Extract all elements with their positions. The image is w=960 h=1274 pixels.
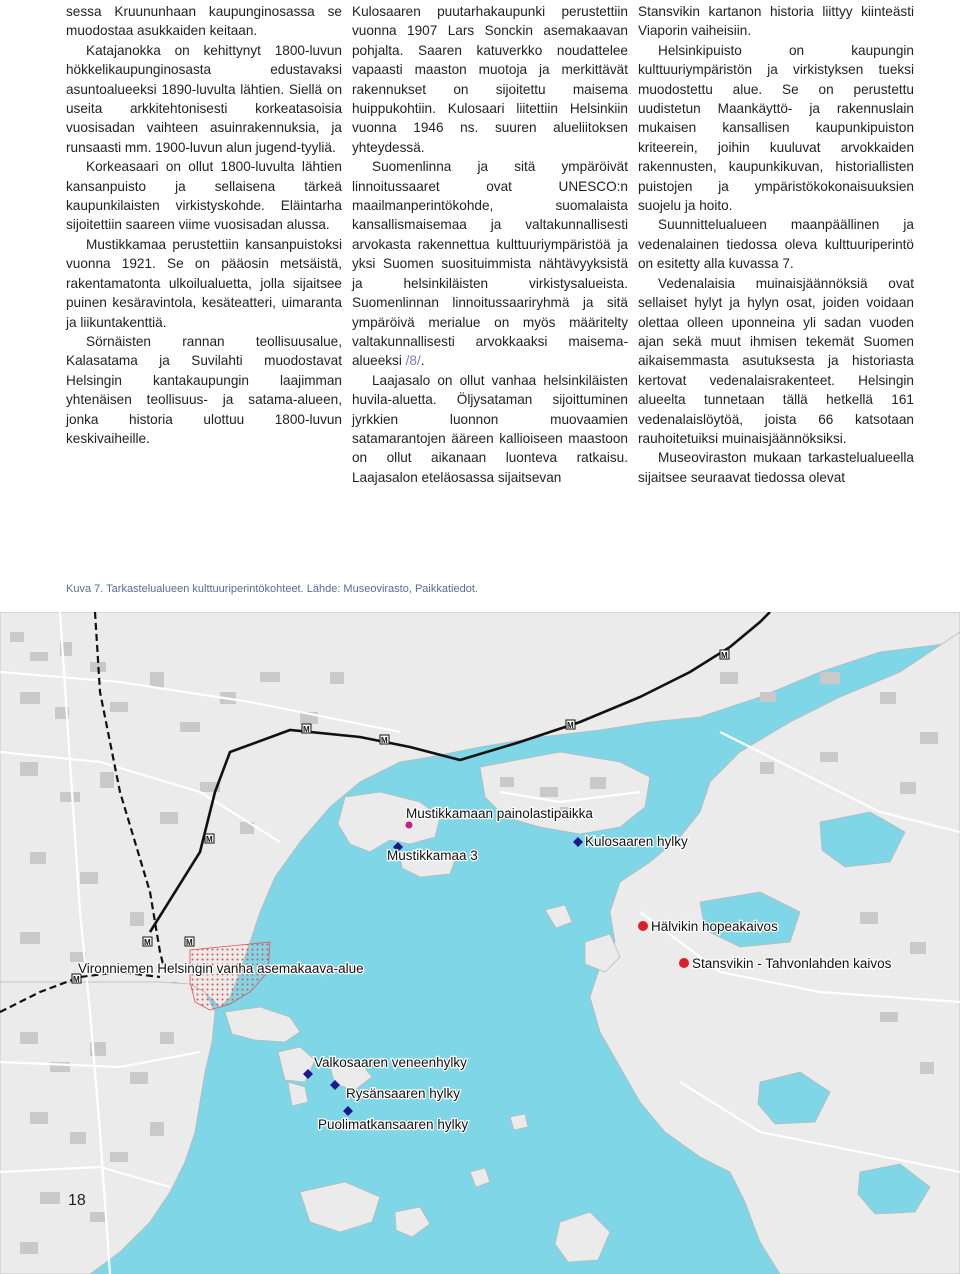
label-mustikkamaan-painolastipaikka: Mustikkamaan painolastipaikka <box>406 806 593 821</box>
figure-caption: Kuva 7. Tarkastelualueen kulttuuriperintökohteet. Lähde: Museovirasto, Paikkatiedot. <box>66 583 478 595</box>
paragraph: sessa Kruununhaan kaupunginosassa se muodostaa asukkaiden keitaan. <box>66 4 342 39</box>
paragraph: Sörnäisten rannan teollisuusalue, Kalasatama ja Suvilahti muodostavat Helsingin kantakaupungin laajimman yhtenäisen teollisuus- ja satama-alueen, jonka historia ulottuu 1800-luvun keskivaiheille. <box>66 333 342 446</box>
paragraph: Museoviraston mukaan tarkastelualueella sijaitsee seuraavat tiedossa olevat <box>638 450 914 485</box>
paragraph: Katajanokka on kehittynyt 1800-luvun hökkelikaupunginosasta edustavaksi asuntoalueeksi 1890-luvulta lähtien. Siellä on useita arkkitehtonisesti korkeatasoisia vuosisadan vaihteen asuinrakennuksia, ja runsaasti mm. 1900-luvun alun jugend-tyyliä. <box>66 42 342 155</box>
paragraph-text: Suomenlinna ja sitä ympäröivät linnoitussaaret ovat UNESCO:n maailmanperintökohde, suomalaista kansallismaisemaa ja valtakunnallisesti arvokasta rakennettua kulttuuriympäristöä ja yksi Suomen suosituimmista nähtävyyksistä ja helsinkiläisten virkistysalueista. Suomenlinnan linnoitussaariryhmä ja sitä ympäröivä merialue on myös määritelty valtakunnallisesti arvokkaaksi maisema-alueeksi <box>352 159 628 369</box>
metro-symbol: M <box>73 975 80 984</box>
label-rysansaaren-hylky: Rysänsaaren hylky <box>346 1086 461 1101</box>
metro-symbol: M <box>303 725 310 734</box>
paragraph: Mustikkamaa perustettiin kansanpuistoksi vuonna 1921. Se on pääosin metsäistä, rakentamatonta ulkoilualuetta, jolla sijaitsee puinen kesäravintola, kesäteatteri, uimaranta ja liikuntakenttiä. <box>66 236 342 330</box>
paragraph: Helsinkipuisto on kaupungin kulttuuriympäristön ja virkistyksen tueksi muodostettu alue. Se on perustettu uudistetun Maankäyttö- ja rakennuslain mukaisen kansallisen kaupunkipuiston kriteerein, joihin kuuluvat arvokkaiden rakennusten, kaupunkikuvan, historiallisten puistojen ja ympäristökokonaisuuksien suojelu ja hoito. <box>638 42 914 214</box>
paragraph: Stansvikin kartanon historia liittyy kiinteästi Viaporin vaiheisiin. <box>638 4 914 39</box>
reference-link[interactable]: /8/ <box>405 353 421 369</box>
paragraph: Vedenalaisia muinaisjäännöksiä ovat sellaiset hylyt ja hylyn osat, joiden voidaan olettaa olleen uponneina yli sadan vuoden ajan sekä muut ihmisen tekemät Suomen aikaisemmasta asutuksesta ja historiasta kertovat vedenalaisrakenteet. Helsingin alueelta tunnetaan tällä hetkellä 161 vedenalaislöytöä, joista 66 katsotaan rauhoitetuiksi muinaisjäännöksiksi. <box>638 275 914 446</box>
metro-symbol: M <box>381 736 388 745</box>
paragraph: Kulosaaren puutarhakaupunki perustettiin vuonna 1907 Lars Sonckin asemakaavan pohjalta. Saaren katuverkko noudattelee vapaasti maaston muotoja ja merkittävät rakennukset on sijoitettu maisema huippukohtiin. Kulosaari liitettiin Helsinkiin vuonna 1946 ns. suuren alueliitoksen yhteydessä. <box>352 4 628 155</box>
label-stansvikin-kaivos: Stansvikin - Tahvonlahden kaivos <box>692 956 892 971</box>
label-vironniemi: Vironniemen Helsingin vanha asemakaava-alue <box>78 961 364 976</box>
label-kulosaaren-hylky: Kulosaaren hylky <box>585 834 688 849</box>
ballast-site-marker <box>406 822 413 829</box>
paragraph: Suunnittelualueen maanpäällinen ja vedenalainen tiedossa oleva kulttuuriperintö on esitetty alla kuvassa 7. <box>638 217 914 272</box>
metro-symbol: M <box>567 721 574 730</box>
label-halvikin-hopeakaivos: Hälvikin hopeakaivos <box>651 919 778 934</box>
label-valkosaaren-veneenhylky: Valkosaaren veneenhylky <box>314 1055 467 1070</box>
paragraph: Korkeasaari on ollut 1800-luvulta lähtien kansanpuisto ja sellaisena tärkeä kaupunkilaisten virkistyskohde. Eläintarha sijoitettiin saareen viime vuosisadan alussa. <box>66 159 342 233</box>
paragraph <box>352 157 628 370</box>
text-column-1 <box>66 2 342 448</box>
label-mustikkamaa-3: Mustikkamaa 3 <box>387 848 478 863</box>
map-svg <box>0 612 960 1274</box>
text-column-3 <box>638 2 914 487</box>
metro-symbol: M <box>186 938 193 947</box>
mine-marker-halvikki <box>638 921 648 931</box>
metro-symbol: M <box>144 938 151 947</box>
label-puolimatkansaaren-hylky: Puolimatkansaaren hylky <box>318 1117 469 1132</box>
mine-marker-stansvik <box>679 958 689 968</box>
heritage-map <box>0 612 960 1274</box>
paragraph-end: . <box>420 353 425 369</box>
text-column-2 <box>352 2 628 487</box>
metro-symbol: M <box>721 651 728 660</box>
page-number: 18 <box>68 1192 86 1209</box>
paragraph: Laajasalo on ollut vanhaa helsinkiläisten huvila-aluetta. Öljysataman sijoittuminen jyrkkien luonnon muovaamien satamarantojen ääreen kallioiseen maastoon on ollut aikanaan luonteva ratkaisu. Laajasalon eteläosassa sijaitsevan <box>352 372 628 485</box>
metro-symbol: M <box>206 835 213 844</box>
